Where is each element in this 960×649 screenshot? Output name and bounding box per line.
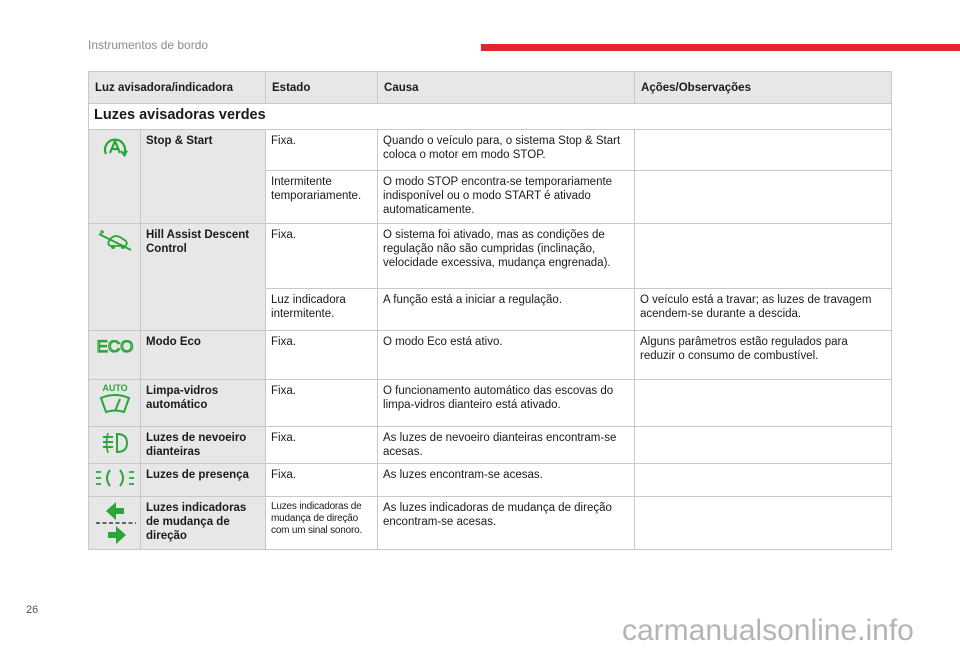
actions-cell	[635, 380, 892, 427]
cause-cell: Quando o veículo para, o sistema Stop & Start coloca o motor em modo STOP.	[378, 130, 635, 171]
eco-icon	[94, 335, 135, 357]
column-header-state: Estado	[266, 72, 378, 104]
state-cell: Fixa.	[266, 427, 378, 464]
actions-cell	[635, 224, 892, 289]
stop-start-icon	[94, 134, 135, 162]
table-row	[89, 497, 892, 550]
icon-cell	[89, 464, 141, 497]
table-row	[89, 464, 892, 497]
cause-cell: As luzes encontram-se acesas.	[378, 464, 635, 497]
header-accent-bar	[481, 44, 960, 51]
light-name: Luzes de nevoeiro dianteiras	[141, 427, 266, 464]
actions-cell	[635, 464, 892, 497]
state-cell: Fixa.	[266, 130, 378, 171]
actions-cell: O veículo está a travar; as luzes de travagem acendem-se durante a descida.	[635, 289, 892, 331]
icon-cell	[89, 497, 141, 550]
column-header-cause: Causa	[378, 72, 635, 104]
cause-cell: O sistema foi ativado, mas as condições de regulação não são cumpridas (inclinação, velocidade excessiva, mudança engrenada).	[378, 224, 635, 289]
icon-cell	[89, 130, 141, 224]
front-fog-icon	[94, 431, 135, 455]
table-header-row	[89, 72, 892, 104]
icon-cell	[89, 427, 141, 464]
page-number: 26	[26, 604, 39, 616]
actions-cell	[635, 130, 892, 171]
table-row	[89, 224, 892, 289]
warning-lights-table	[88, 71, 892, 550]
light-name: Hill Assist Descent Control	[141, 224, 266, 331]
icon-cell	[89, 380, 141, 427]
section-title: Luzes avisadoras verdes	[89, 104, 892, 130]
watermark: carmanualsonline.info	[622, 614, 914, 647]
state-cell: Luz indicadora intermitente.	[266, 289, 378, 331]
table-row	[89, 331, 892, 380]
cause-cell: A função está a iniciar a regulação.	[378, 289, 635, 331]
table-row	[89, 130, 892, 171]
hill-descent-icon	[94, 228, 135, 254]
page-header-title: Instrumentos de bordo	[88, 38, 209, 52]
table-row	[89, 380, 892, 427]
table-row	[89, 427, 892, 464]
state-cell: Fixa.	[266, 331, 378, 380]
state-cell: Fixa.	[266, 380, 378, 427]
cause-cell: O modo Eco está ativo.	[378, 331, 635, 380]
cause-cell: As luzes indicadoras de mudança de direção encontram-se acesas.	[378, 497, 635, 550]
light-name: Limpa-vidros automático	[141, 380, 266, 427]
actions-cell	[635, 497, 892, 550]
auto-wiper-icon	[94, 382, 135, 420]
eco-icon-text: ECO	[96, 337, 133, 356]
state-cell: Fixa.	[266, 224, 378, 289]
icon-cell	[89, 224, 141, 331]
state-cell: Fixa.	[266, 464, 378, 497]
cause-cell: O funcionamento automático das escovas do limpa-vidros dianteiro está ativado.	[378, 380, 635, 427]
state-cell: Intermitente temporariamente.	[266, 171, 378, 224]
cause-cell: As luzes de nevoeiro dianteiras encontram-se acesas.	[378, 427, 635, 464]
icon-cell	[89, 331, 141, 380]
light-name: Stop & Start	[141, 130, 266, 224]
auto-wiper-icon-text: AUTO	[101, 383, 128, 393]
actions-cell	[635, 427, 892, 464]
turn-signal-icon	[94, 500, 135, 544]
column-header-actions: Ações/Observações	[635, 72, 892, 104]
cause-cell: O modo STOP encontra-se temporariamente indisponível ou o modo START é ativado automaticamente.	[378, 171, 635, 224]
actions-cell: Alguns parâmetros estão regulados para reduzir o consumo de combustível.	[635, 331, 892, 380]
section-row	[89, 104, 892, 130]
light-name: Luzes indicadoras de mudança de direção	[141, 497, 266, 550]
actions-cell	[635, 171, 892, 224]
light-name: Modo Eco	[141, 331, 266, 380]
state-cell: Luzes indicadoras de mudança de direção com um sinal sonoro.	[266, 497, 378, 550]
light-name: Luzes de presença	[141, 464, 266, 497]
column-header-light: Luz avisadora/indicadora	[89, 72, 266, 104]
sidelights-icon	[94, 468, 135, 488]
